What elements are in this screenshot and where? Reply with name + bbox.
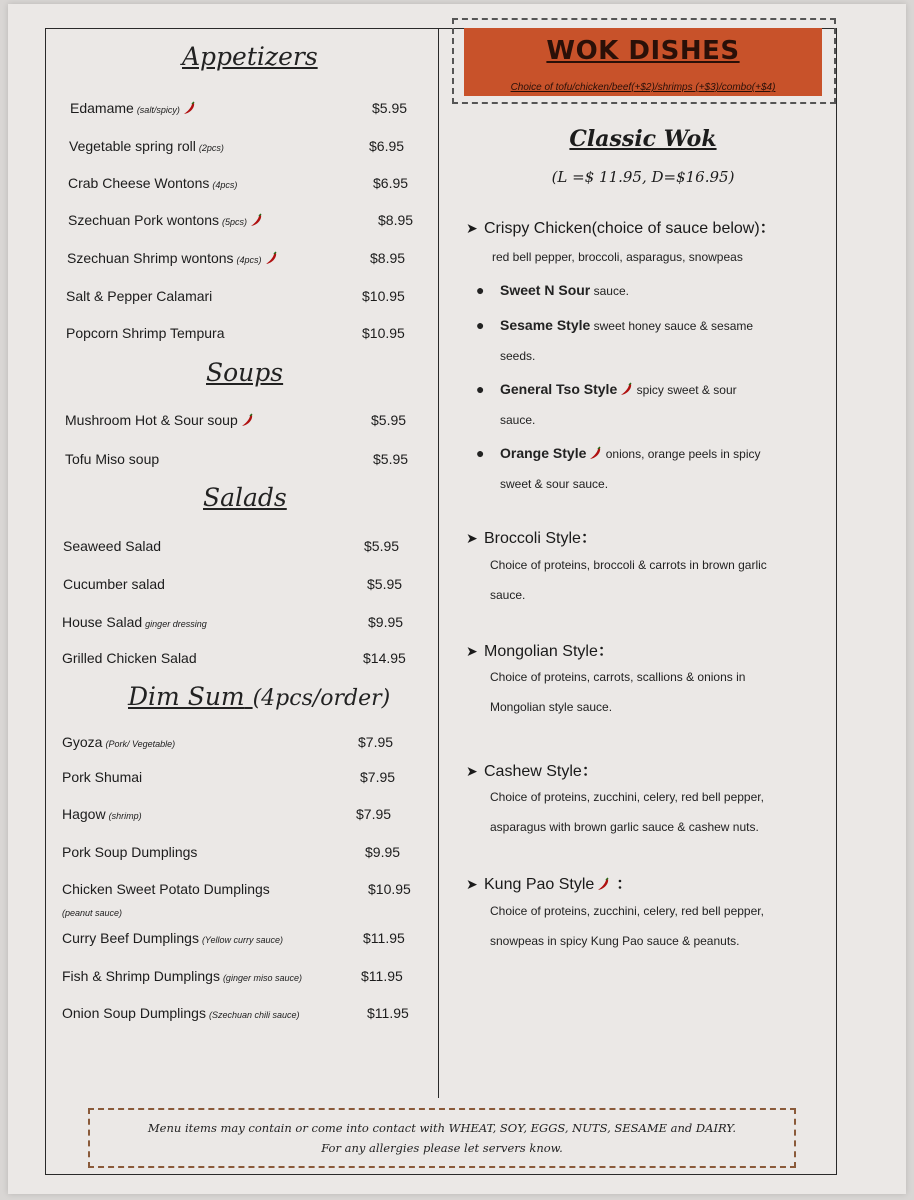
arrow-icon: ➤ bbox=[466, 220, 478, 236]
cashew-style-heading: ➤ Cashew Style： bbox=[466, 763, 598, 780]
chili-pepper-icon bbox=[596, 877, 610, 891]
menu-item: Crab Cheese Wontons (4pcs) $6.95 bbox=[68, 175, 409, 191]
broccoli-style-desc: Choice of proteins, broccoli & carrots in brown garlic sauce. bbox=[490, 558, 767, 602]
bullet-icon: ● bbox=[476, 317, 485, 333]
salads-title: Salads bbox=[203, 483, 287, 512]
menu-item: Grilled Chicken Salad $14.95 bbox=[62, 650, 406, 666]
dimsum-title: Dim Sum (4pcs/order) bbox=[128, 682, 391, 711]
bullet-icon: ● bbox=[476, 445, 485, 461]
menu-item: Fish & Shrimp Dumplings (ginger miso sauce) $11.95 bbox=[62, 968, 403, 984]
arrow-icon: ➤ bbox=[466, 763, 478, 779]
menu-item: Pork Soup Dumplings $9.95 bbox=[62, 844, 401, 860]
allergy-notice bbox=[88, 1108, 796, 1168]
crispy-chicken-heading: ➤ Crispy Chicken(choice of sauce below)： bbox=[466, 220, 776, 237]
classic-wok-title: Classic Wok bbox=[569, 126, 717, 152]
arrow-icon: ➤ bbox=[466, 530, 478, 546]
menu-item: Gyoza (Pork/ Vegetable) $7.95 bbox=[62, 734, 394, 750]
menu-item: Popcorn Shrimp Tempura $10.95 bbox=[66, 325, 405, 341]
crispy-chicken-desc: red bell pepper, broccoli, asparagus, snowpeas bbox=[492, 250, 743, 264]
sauce-item: ● Sweet N Sour sauce. bbox=[476, 275, 816, 306]
bullet-icon: ● bbox=[476, 381, 485, 397]
menu-item: Pork Shumai $7.95 bbox=[62, 769, 396, 785]
menu-item: Mushroom Hot & Sour soup $5.95 bbox=[65, 412, 407, 428]
wok-banner bbox=[452, 18, 836, 104]
menu-item: Onion Soup Dumplings (Szechuan chili sauce) $11.95 bbox=[62, 1005, 409, 1021]
menu-item: Szechuan Shrimp wontons (4pcs) $8.95 bbox=[67, 250, 406, 266]
sauce-item: ● Orange Style onions, orange peels in spicy sweet & sour sauce. bbox=[476, 438, 816, 499]
menu-item: Seaweed Salad $5.95 bbox=[63, 538, 400, 554]
chili-pepper-icon bbox=[249, 213, 263, 227]
menu-item: Vegetable spring roll (2pcs) $6.95 bbox=[69, 138, 405, 154]
allergy-line-1: Menu items may contain or come into contact with WHEAT, SOY, EGGS, NUTS, SESAME and DAIRY. bbox=[147, 1121, 737, 1135]
chili-pepper-icon bbox=[619, 382, 633, 396]
dumpling-sauce-note: (peanut sauce) bbox=[62, 908, 123, 918]
classic-wok-price: (L =$ 11.95, D=$16.95) bbox=[551, 168, 735, 186]
chili-pepper-icon bbox=[264, 251, 278, 265]
arrow-icon: ➤ bbox=[466, 643, 478, 659]
menu-item: Tofu Miso soup $5.95 bbox=[65, 451, 409, 467]
mongolian-style-desc: Choice of proteins, carrots, scallions & onions in Mongolian style sauce. bbox=[490, 670, 746, 714]
cashew-style-desc: Choice of proteins, zucchini, celery, red bell pepper, asparagus with brown garlic sauce & cashew nuts. bbox=[490, 790, 764, 834]
kung-pao-style-heading: ➤ Kung Pao Style ： bbox=[466, 876, 633, 893]
wok-subtitle: Choice of tofu/chicken/beef(+$2)/shrimps (+$3)/combo(+$4) bbox=[510, 82, 776, 93]
menu-item: Salt & Pepper Calamari $10.95 bbox=[66, 288, 405, 304]
wok-banner-fill bbox=[464, 28, 822, 96]
wok-title: WOK DISHES bbox=[546, 36, 740, 66]
bullet-icon: ● bbox=[476, 282, 485, 298]
column-divider bbox=[438, 28, 439, 1098]
chili-pepper-icon bbox=[588, 446, 602, 460]
arrow-icon: ➤ bbox=[466, 876, 478, 892]
appetizers-title: Appetizers bbox=[182, 42, 318, 71]
menu-item: Szechuan Pork wontons (5pcs) $8.95 bbox=[68, 212, 414, 228]
menu-item: Edamame (salt/spicy) $5.95 bbox=[70, 100, 408, 116]
kung-pao-style-desc: Choice of proteins, zucchini, celery, red bell pepper, snowpeas in spicy Kung Pao sauce & peanuts. bbox=[490, 904, 764, 948]
menu-item: Hagow (shrimp) $7.95 bbox=[62, 806, 392, 822]
menu-item: Curry Beef Dumplings (Yellow curry sauce) $11.95 bbox=[62, 930, 405, 946]
soups-title: Soups bbox=[206, 358, 284, 387]
chili-pepper-icon bbox=[240, 413, 254, 427]
sauce-item: ● Sesame Style sweet honey sauce & sesame seeds. bbox=[476, 310, 816, 371]
menu-item: House Salad ginger dressing $9.95 bbox=[62, 614, 404, 630]
sauce-item: ● General Tso Style spicy sweet & sour sauce. bbox=[476, 374, 816, 435]
menu-item: Chicken Sweet Potato Dumplings $10.95 bbox=[62, 881, 411, 897]
mongolian-style-heading: ➤ Mongolian Style： bbox=[466, 643, 614, 660]
allergy-line-2: For any allergies please let servers know. bbox=[321, 1141, 563, 1155]
chili-pepper-icon bbox=[182, 101, 196, 115]
broccoli-style-heading: ➤ Broccoli Style： bbox=[466, 530, 597, 547]
menu-item: Cucumber salad $5.95 bbox=[63, 576, 403, 592]
